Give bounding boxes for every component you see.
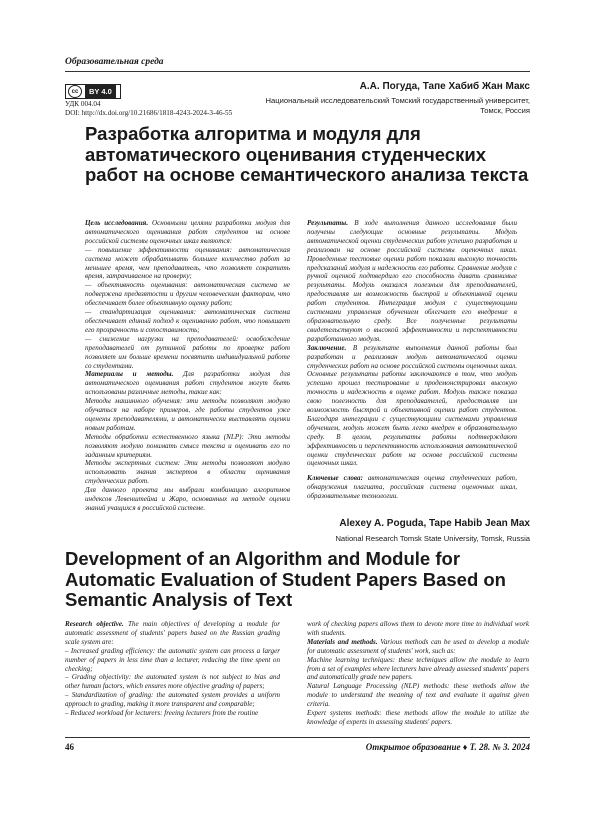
paragraph [85, 397, 290, 433]
doi-link[interactable]: DOI: http://dx.doi.org/10.21686/1818-4243-2024-3-46-55 [65, 109, 233, 117]
affiliation-en: National Research Tomsk State University, Tomsk, Russia [335, 534, 530, 543]
udk: УДК 004.04 [65, 100, 101, 108]
section-label: Образовательная среда [65, 57, 164, 67]
paragraph-text: Методы экспертных систем: Эти методы позволяют модулю использовать знания экспертов в области оценивания студенческих работ. [85, 459, 290, 486]
paragraph-text: Для разработки модуля для автоматического оценивания работ студентов могут быть использованы различные методы, такие как: [85, 370, 290, 397]
title-ru: Разработка алгоритма и модуля для автоматического оценивания студенческих работ на основе семантического анализа текста [85, 123, 529, 185]
paragraph-text: В ходе выполнения данного исследования были получены следующие основные результаты. Модуль автоматической оценки студенческих работ успешно разработан и реализован на основе российской системы оценочных шкал. Проведенные тестовые оценки работ показали высокую точность предсказаний модуля и надежность его работы. Сравнение модуля с ручной оценкой подтвердило его способность давать сравнимые результаты. Модуль оказался полезным для преподавателей, предоставляя им возможность быстрой и объективной оценки работ студентов. Интеграция модуля с существующими системами управления обучением облегчает его внедрение в образовательную среду. Все полученные результаты свидетельствуют о высокой эффективности и перспективности разработанного модуля. [307, 219, 517, 343]
paragraph-text: Методы обработки естественного языка (NLP): Эти методы позволяют модулю понимать смысл текста и оценивать его по заданным критериям. [85, 432, 290, 459]
paragraph [307, 344, 517, 469]
paragraph [307, 709, 529, 727]
keywords [307, 474, 517, 501]
paragraph-text: Методы машинного обучения: эти методы позволяют модулю обучаться на наборе примеров, где работы студентов уже оценены преподавателями, и автоматически выставлять оценки новым работам. [85, 397, 290, 432]
abstract-en-left [65, 620, 280, 718]
paragraph-text: The main objectives of developing a module for automatic assessment of students' papers based on the Russian grading scale system are: [65, 620, 280, 646]
paragraph [307, 638, 529, 656]
paragraph [85, 308, 290, 335]
paragraph [85, 433, 290, 460]
paragraph [65, 647, 280, 674]
affiliation-ru-line-1: Национальный исследовательский Томский государственный университет, [265, 96, 530, 105]
authors-ru: А.А. Погуда, Тапе Хабиб Жан Макс [359, 81, 530, 92]
paragraph [307, 656, 529, 683]
authors-en: Alexey A. Poguda, Tape Habib Jean Max [339, 518, 530, 529]
paragraph [85, 459, 290, 486]
paragraph-text: Expert systems methods: these methods allow the module to utilize the knowledge of experts in assessing students' papers. [307, 709, 529, 726]
paragraph [85, 370, 290, 397]
license-badge[interactable] [65, 84, 121, 99]
paragraph [307, 682, 529, 709]
affiliation-ru [240, 96, 530, 116]
paragraph-text: – Standardization of grading: the automated system provides a uniform approach to grading, making it more transparent and comparable; [65, 691, 280, 709]
paragraph-lead: Materials and methods. [307, 637, 378, 646]
paragraph [85, 281, 290, 308]
paragraph [307, 219, 517, 344]
license-label: BY 4.0 [85, 85, 116, 98]
paragraph [307, 620, 529, 638]
paragraph-text: Machine learning techniques: these techniques allow the module to learn from a set of examples where lecturers have already assessed students' papers and automatically grade new papers. [307, 655, 529, 682]
abstract-ru-right [307, 219, 517, 501]
keywords-lead: Ключевые слова: [307, 474, 363, 483]
paragraph-text: — объективность оценивания: автоматическая система не подвержена предвзятости и другим человеческим факторам, что обеспечивает более объективную оценку работ; [85, 281, 290, 308]
cc-icon: cc [68, 85, 82, 98]
paragraph-text: work of checking papers allows them to devote more time to individual work with students. [307, 620, 529, 637]
paragraph [85, 219, 290, 246]
paragraph [85, 246, 290, 282]
paragraph-text: Для данного проекта мы выбрали комбинацию алгоритмов индексов Левенштейна и Жаро, основанных на методе оценки знаний учащихся в российской системе. [85, 486, 290, 512]
paragraph [85, 486, 290, 513]
header-rule [65, 71, 530, 72]
abstract-ru-left [85, 219, 290, 513]
keywords-text: автоматическая оценка студенческих работ, обнаружения плагиата, российская система оценочных шкал, образовательные технологии. [307, 474, 517, 501]
paragraph-text: Various methods can be used to develop a module for automatic assessment of students' work, such as: [307, 637, 530, 655]
paragraph [65, 709, 280, 718]
paragraph-text: — повышение эффективности оценивания: автоматическая система может обрабатывать большее количество работ за меньшее время, чем преподаватель, что позволяет сократить время, затрачиваемое на проверку; [85, 245, 290, 281]
paragraph-text: — стандартизация оценивания: автоматическая система обеспечивает единый подход к оцениванию работ, что повышает его прозрачность и сопоставимость; [85, 308, 290, 334]
abstract-en-right [307, 620, 529, 727]
affiliation-ru-line-2: Томск, Россия [480, 106, 530, 115]
journal-citation: Открытое образование ♦ Т. 28. № 3. 2024 [365, 742, 530, 752]
paragraph [65, 691, 280, 709]
paragraph [65, 673, 280, 691]
paragraph-text: – Increased grading efficiency: the automatic system can process a larger number of papers in less time than a lecturer, reducing the time spent on checking; [65, 646, 280, 673]
paragraph-text: — снижение нагрузки на преподавателей: освобождение преподавателей от рутинной работы по проверке работ позволяет им больше времени посвятить индивидуальной работе со студентами. [85, 334, 290, 370]
paragraph-text: Natural Language Processing (NLP) methods: these methods allow the module to understand the meaning of text and evaluate it against given criteria. [307, 682, 529, 709]
paragraph-lead: Результаты. [307, 219, 348, 227]
paragraph [65, 620, 280, 647]
paragraph-text: – Grading objectivity: the automated system is not subject to bias and other human factors, which ensures more objective grading of papers; [65, 673, 280, 691]
paragraph-lead: Цель исследования. [85, 219, 149, 227]
paragraph-text: Основными целями разработки модуля для автоматического оценивания работ студентов на основе российской системы оценочных шкал являются: [85, 219, 291, 245]
paragraph-text: – Reduced workload for lecturers: freeing lecturers from the routine [65, 709, 259, 718]
title-en: Development of an Algorithm and Module for Automatic Evaluation of Student Papers Based on Semantic Analysis of Text [65, 548, 506, 610]
paragraph-lead: Заключение. [307, 343, 347, 352]
page-number: 46 [65, 742, 74, 752]
paragraph-lead: Материалы и методы. [85, 370, 174, 379]
footer-rule [65, 737, 530, 738]
paragraph-lead: Research objective. [65, 620, 124, 628]
paragraph [85, 335, 290, 371]
paragraph-text: В результате выполнения данной работы был разработан и реализован модуль автоматической оценки студенческих работ на основе российской системы оценочных шкал. Основные результаты работы заключаются в том, что модуль успешно прошел тестирование и продемонстрировал высокую точность и надежность в оценке работ. Модуль также показал свою полезность для преподавателей, предоставляя им возможность быстрой и объективной оценки работ студентов. Благодаря интеграции с существующими системами управления обучением, модуль может быть легко внедрен в образовательную среду. В целом, результаты работы подтверждают эффективность и перспективность использования автоматической оценки студенческих работ на основе российской системы оценочных шкал. [307, 343, 517, 468]
